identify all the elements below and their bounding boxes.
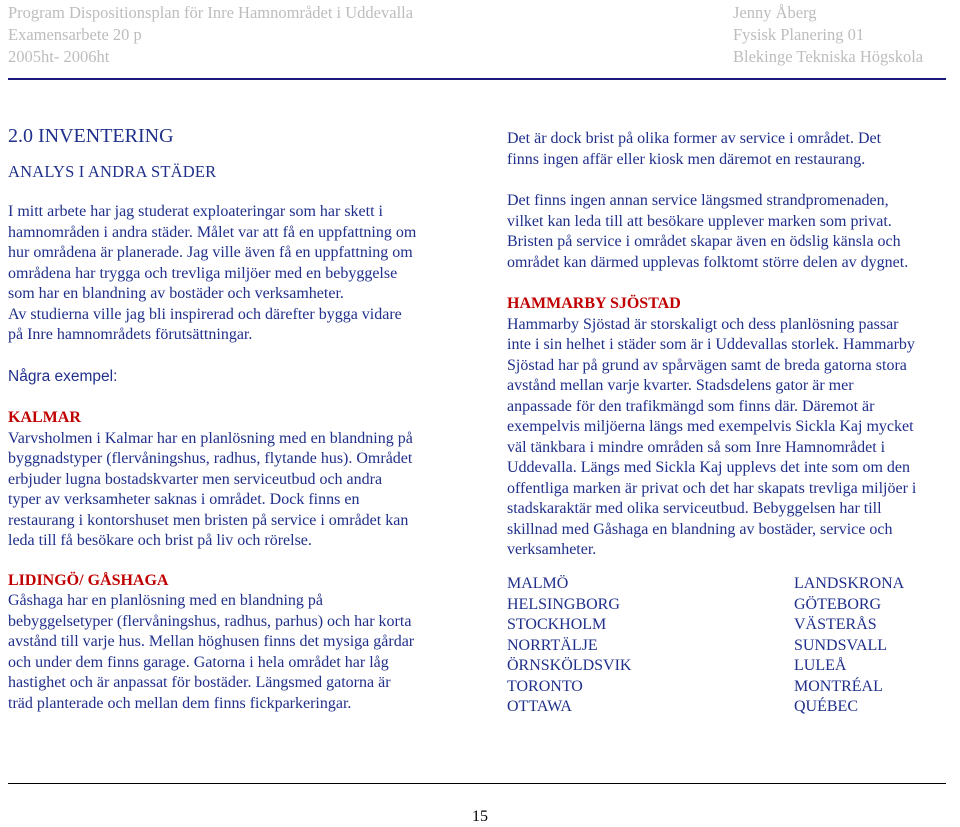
text-line: Gåshaga har en planlösning med en blandning på bbox=[8, 592, 324, 609]
text-line: skillnad med Gåshaga en blandning av bostäder, service och bbox=[507, 520, 893, 538]
text-line: typer av verksamheter saknas i området. Dock finns en bbox=[8, 491, 360, 508]
header-left bbox=[8, 2, 413, 68]
text-line: vilket kan leda till att besökare upplever marken som privat. bbox=[507, 212, 892, 230]
lidingo-heading: LIDINGÖ/ GÅSHAGA bbox=[8, 571, 169, 589]
city-name: OTTAWA bbox=[507, 698, 572, 715]
text-line: Det är dock brist på olika former av service i området. Det bbox=[507, 130, 882, 147]
text-line: erbjuder lugna bostadskvarter men serviceutbud och andra bbox=[8, 470, 383, 488]
text-line: hamnområden i andra städer. Målet var att få en uppfattning om bbox=[8, 223, 417, 241]
city-row bbox=[507, 656, 957, 677]
text-line: offentliga marken är privat och det har skapats trevliga miljöer i bbox=[507, 479, 917, 497]
text-line: hastighet och är anpassat för bostäder. Längsmed gatorna är bbox=[8, 674, 391, 691]
header-divider bbox=[8, 78, 946, 80]
city-name: QUÉBEC bbox=[794, 698, 858, 715]
text-line: restaurang i kontorshuset men bristen på service i området kan bbox=[8, 511, 409, 529]
city-name: VÄSTERÅS bbox=[794, 616, 877, 633]
city-name: HELSINGBORG bbox=[507, 595, 620, 613]
city-name: MALMÖ bbox=[507, 575, 569, 592]
text-line: I mitt arbete har jag studerat exploateringar som har skett i bbox=[8, 203, 383, 220]
kalmar-heading: KALMAR bbox=[8, 409, 81, 426]
text-line: stadskaraktär med olika serviceutbud. Bebyggelsen har till bbox=[507, 500, 882, 517]
header-author: Jenny Åberg bbox=[733, 3, 817, 22]
text-line: Det finns ingen annan service längsmed strandpromenaden, bbox=[507, 192, 889, 209]
header-program: Fysisk Planering 01 bbox=[733, 25, 865, 44]
text-line: Av studierna ville jag bli inspirerad och därefter bygga vidare bbox=[8, 305, 402, 323]
promenade-paragraph bbox=[507, 191, 957, 273]
text-line: och under dem finns garage. Gatorna i hela området har låg bbox=[8, 653, 389, 671]
city-name: ÖRNSKÖLDSVIK bbox=[507, 657, 632, 674]
text-line: inte i sin helhet i städer som är i Uddevallas storlek. Hammarby bbox=[507, 336, 915, 353]
city-name: GÖTEBORG bbox=[794, 595, 882, 613]
city-name: LANDSKRONA bbox=[794, 575, 905, 592]
header-term: 2005ht- 2006ht bbox=[8, 47, 110, 66]
text-line: bebyggelsetyper (flervåningshus, radhus, parhus) och har korta bbox=[8, 612, 412, 630]
text-line: Bristen på service i området skapar även en ödslig känsla och bbox=[507, 233, 901, 250]
kalmar-paragraph bbox=[8, 429, 456, 552]
city-row bbox=[507, 697, 957, 718]
city-row bbox=[507, 677, 957, 698]
text-line: området kan därmed upplevas folktomt större delen av dygnet. bbox=[507, 253, 909, 271]
city-name: LULEÅ bbox=[794, 657, 847, 674]
footer-divider bbox=[8, 783, 946, 784]
text-line: finns ingen affär eller kiosk men däremot en restaurang. bbox=[507, 150, 866, 168]
city-list bbox=[507, 574, 957, 718]
text-line: Varvsholmen i Kalmar har en planlösning med en blandning på bbox=[8, 429, 413, 447]
header-right bbox=[733, 2, 923, 68]
text-line: verksamheter. bbox=[507, 541, 597, 558]
text-line: träd planterade och mellan dem finns fickparkeringar. bbox=[8, 694, 352, 712]
city-name: SUNDSVALL bbox=[794, 636, 888, 654]
city-name: STOCKHOLM bbox=[507, 616, 607, 633]
text-line: på Inre hamnområdets förutsättningar. bbox=[8, 326, 253, 343]
section-title: 2.0 INVENTERING bbox=[8, 125, 174, 147]
text-line: områdena har trygga och trevliga miljöer med en bebyggelse bbox=[8, 264, 398, 282]
lidingo-paragraph bbox=[8, 591, 456, 714]
city-name: MONTRÉAL bbox=[794, 677, 883, 695]
city-name: TORONTO bbox=[507, 677, 583, 695]
text-line: anpassade för den trafikmängd som finns där. Däremot är bbox=[507, 397, 875, 415]
header-course: Examensarbete 20 p bbox=[8, 25, 142, 44]
text-line: exempelvis miljöerna längs med exempelvis Sickla Kaj mycket bbox=[507, 418, 914, 435]
city-name: NORRTÄLJE bbox=[507, 636, 598, 654]
text-line: leda till få besökare och brist på liv och rörelse. bbox=[8, 532, 312, 549]
hammarby-paragraph bbox=[507, 315, 957, 561]
right-column bbox=[507, 129, 957, 561]
section-subtitle: ANALYS I ANDRA STÄDER bbox=[8, 162, 217, 181]
text-line: Uddevalla. Längs med Sickla Kaj upplevs det inte som om den bbox=[507, 459, 911, 476]
text-line: avstånd till varje hus. Mellan höghusen finns det mysiga gårdar bbox=[8, 633, 415, 650]
hammarby-heading: HAMMARBY SJÖSTAD bbox=[507, 295, 681, 312]
header-title: Program Dispositionsplan för Inre Hamnområdet i Uddevalla bbox=[8, 3, 414, 22]
left-column bbox=[8, 124, 456, 714]
page-number: 15 bbox=[472, 808, 488, 825]
examples-label: Några exempel: bbox=[8, 367, 118, 385]
city-row bbox=[507, 636, 957, 657]
text-line: avstånd mellan varje kvarter. Stadsdelens gator är mer bbox=[507, 377, 854, 394]
text-line: som har en blandning av bostäder och verksamheter. bbox=[8, 285, 344, 302]
city-row bbox=[507, 595, 957, 616]
intro-paragraph bbox=[8, 202, 456, 346]
service-paragraph bbox=[507, 129, 957, 170]
header-school: Blekinge Tekniska Högskola bbox=[733, 47, 924, 66]
text-line: väl tänkbara i mindre områden så som Inre Hamnområdet i bbox=[507, 438, 886, 456]
text-line: byggnadstyper (flervåningshus, radhus, flytande hus). Området bbox=[8, 450, 413, 467]
city-row bbox=[507, 574, 957, 595]
text-line: Hammarby Sjöstad är storskaligt och dess planlösning passar bbox=[507, 315, 899, 333]
city-row bbox=[507, 615, 957, 636]
text-line: Sjöstad har på grund av spårvägen samt de breda gatorna stora bbox=[507, 356, 907, 374]
text-line: hur områdena är planerade. Jag ville även få en uppfattning om bbox=[8, 244, 413, 261]
